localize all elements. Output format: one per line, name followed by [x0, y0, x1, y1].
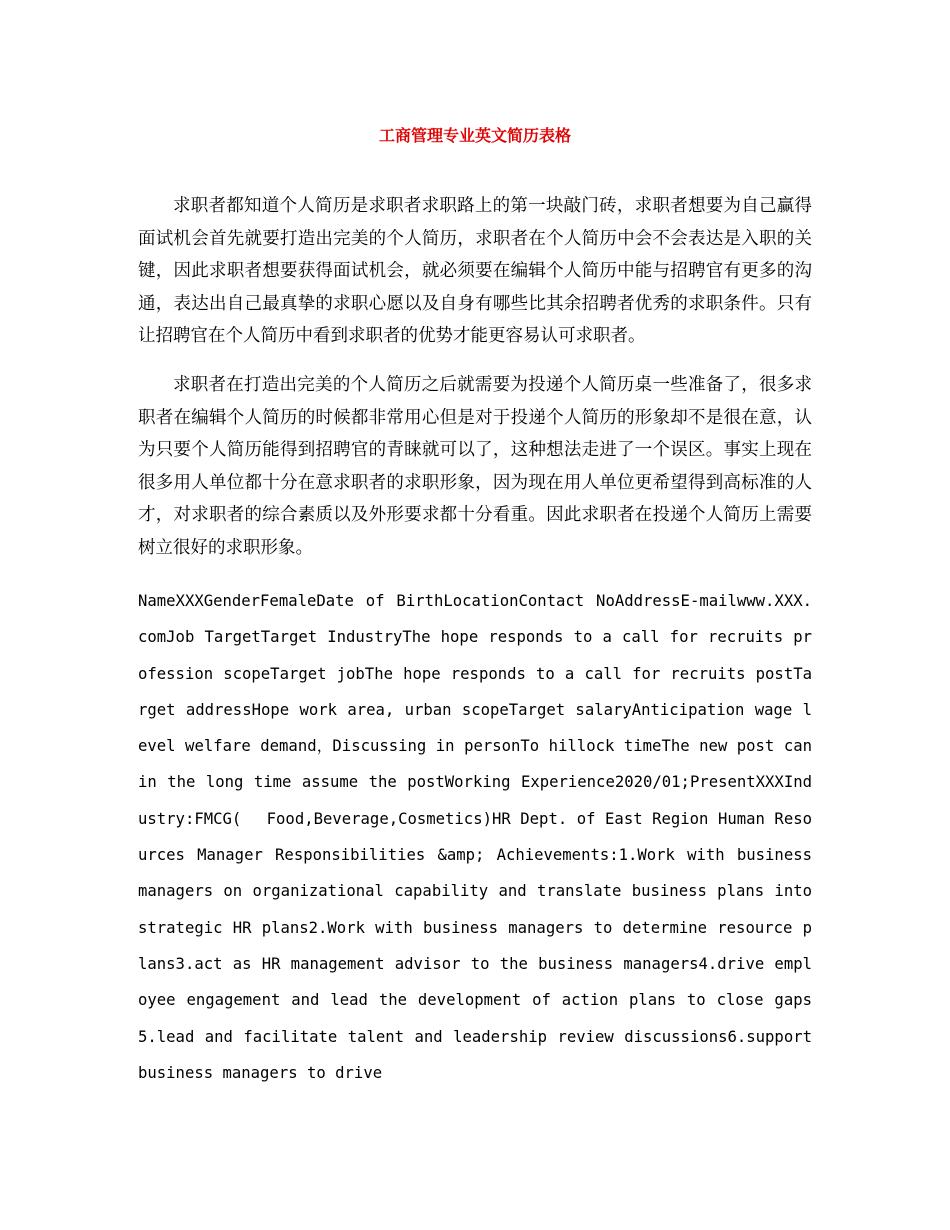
second-paragraph: 求职者在打造出完美的个人简历之后就需要为投递个人简历桌一些准备了，很多求职者在编辑个人简历的时候都非常用心但是对于投递个人简历的形象却不是很在意，认为只要个人简历能得到招聘官的青睐就可以了，这种想法走进了一个误区。事实上现在很多用人单位都十分在意求职者的求职形象，因为现在用人单位更希望得到高标准的人才，对求职者的综合素质以及外形要求都十分看重。因此求职者在投递个人简历上需要树立很好的求职形象。 — [138, 375, 812, 558]
document-title: 工商管理专业英文简历表格 — [378, 126, 571, 145]
intro-paragraph: 求职者都知道个人简历是求职者求职路上的第一块敲门砖，求职者想要为自己赢得面试机会首先就要打造出完美的个人简历，求职者在个人简历中会不会表达是入职的关键，因此求职者想要获得面试机会，就必须要在编辑个人简历中能与招聘官有更多的沟通，表达出自己最真挚的求职心愿以及自身有哪些比其余招聘者优秀的求职条件。只有让招聘官在个人简历中看到求职者的优势才能更容易认可求职者。 — [138, 196, 812, 346]
resume-english-text: NameXXXGenderFemaleDate of BirthLocationContact NoAddressE-mailwww.XXX.comJob TargetTarget IndustryThe hope responds to a call for recruits profession scopeTarget jobThe hope responds to a call for recruits postTarget addressHope work area, urban scopeTarget salaryAnticipation wage level welfare demand，Discussing in personTo hillock timeThe new post can in the long time assume the postWorking Experience2020/01;PresentXXXIndustry:FMCG( Food,Beverage,Cosmetics)HR Dept. of East Region Human Resources Manager Responsibilities &amp; Achievements:1.Work with business managers on organizational capability and translate business plans into strategic HR plans2.Work with business managers to determine resource plans3.act as HR management advisor to the business managers4.drive employee engagement and lead the development of action plans to close gaps5.lead and facilitate talent and leadership review discussions6.support business managers to drive — [138, 592, 812, 1082]
